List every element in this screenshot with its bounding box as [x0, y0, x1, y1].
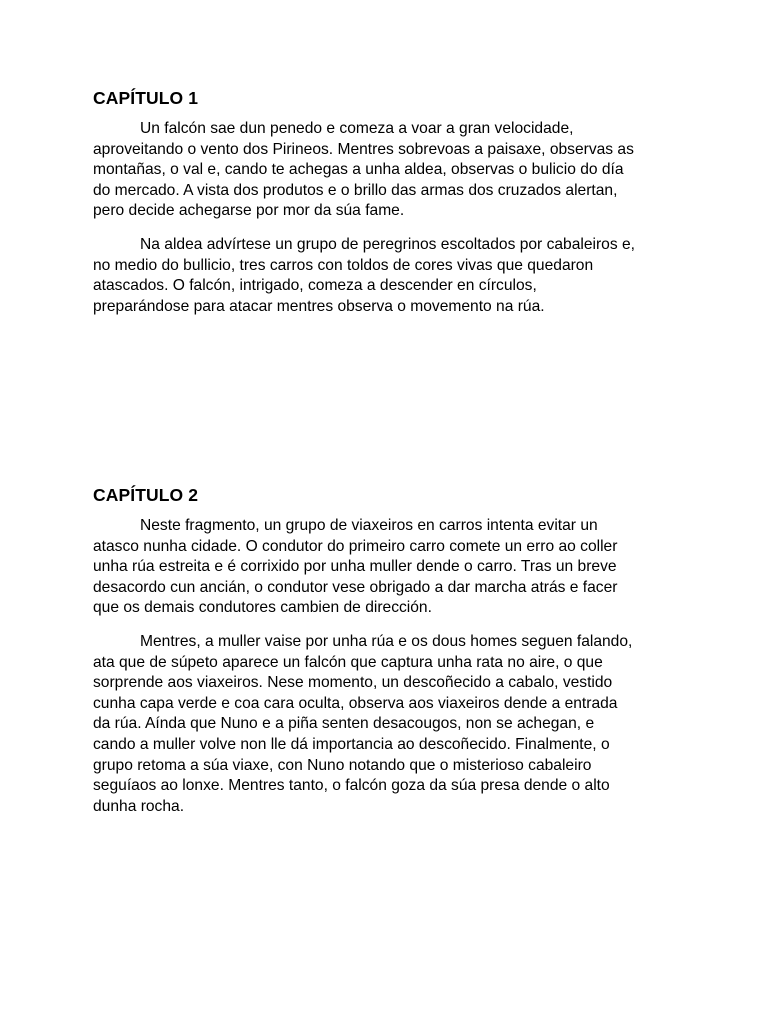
chapter-1	[93, 87, 693, 330]
chapter-1-paragraph-1: Un falcón sae dun penedo e comeza a voar a gran velocidade, aproveitando o vento dos Pirineos. Mentres sobrevoas a paisaxe, observas as montañas, o val e, cando te achegas a unha aldea, observas o bulicio do día do mercado. A vista dos produtos e o brillo das armas dos cruzados alertan, pero decide achegarse por mor da súa fame.	[93, 120, 634, 220]
chapter-2-title: CAPÍTULO 2	[93, 485, 199, 505]
chapter-1-title: CAPÍTULO 1	[93, 88, 199, 108]
chapter-2	[93, 484, 693, 830]
chapter-2-paragraph-2: Mentres, a muller vaise por unha rúa e os dous homes seguen falando, ata que de súpeto aparece un falcón que captura unha rata no aire, o que sorprende aos viaxeiros. Nese momento, un descoñecido a cabalo, vestido cunha capa verde e coa cara oculta, observa aos viaxeiros dende a entrada da rúa. Aínda que Nuno e a piña senten desacougos, non se achegan, e cando a muller volve non lle dá importancia ao descoñecido. Finalmente, o grupo retoma a súa viaxe, con Nuno notando que o misterioso cabaleiro seguíaos ao lonxe. Mentres tanto, o falcón goza da súa presa dende o alto dunha rocha.	[93, 632, 633, 815]
chapter-1-paragraph-2: Na aldea advírtese un grupo de peregrinos escoltados por cabaleiros e, no medio do bullicio, tres carros con toldos de cores vivas que quedaron atascados. O falcón, intrigado, comeza a descender en círculos, preparándose para atacar mentres observa o movemento na rúa.	[93, 235, 635, 315]
chapter-2-paragraph-1: Neste fragmento, un grupo de viaxeiros en carros intenta evitar un atasco nunha cidade. O condutor do primeiro carro comete un erro ao coller unha rúa estreita e é corrixido por unha muller dende o carro. Tras un breve desacordo cun ancián, o condutor vese obrigado a dar marcha atrás e facer que os demais condutores cambien de dirección.	[93, 517, 618, 617]
